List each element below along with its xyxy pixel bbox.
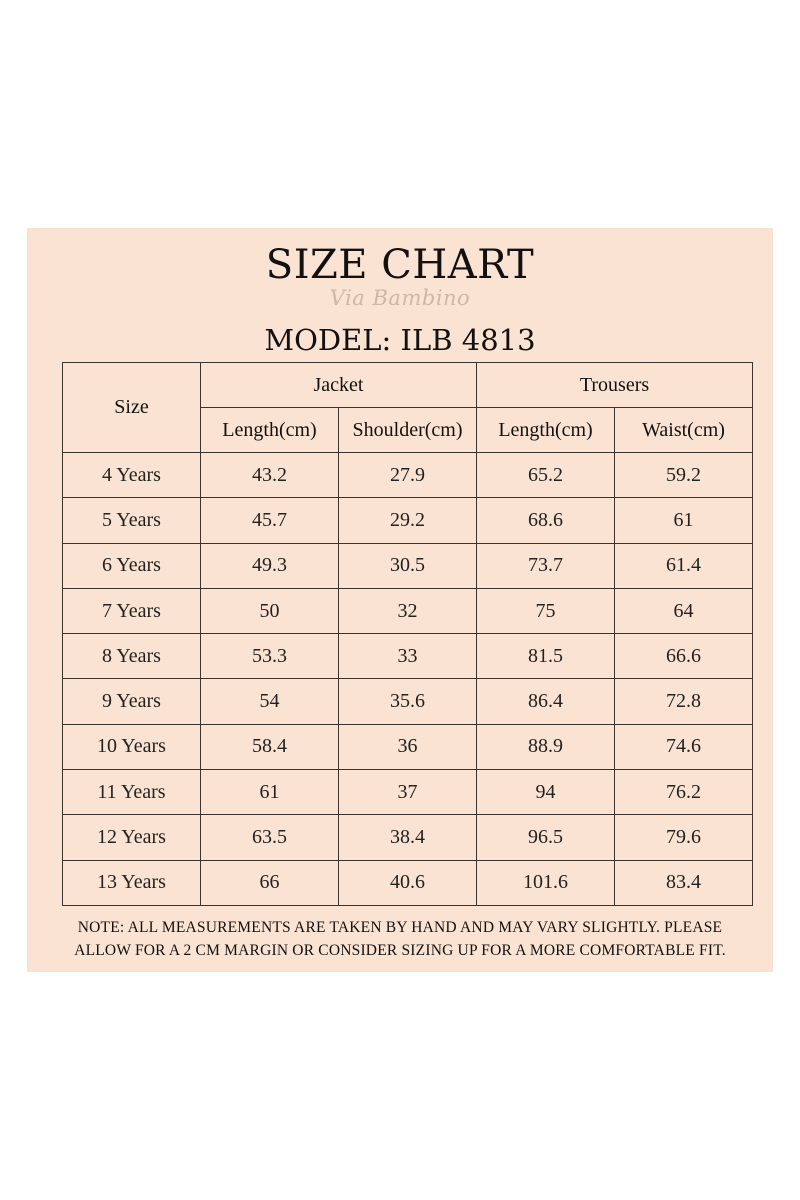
trousers-length-cell: 94 bbox=[477, 770, 615, 815]
page-title: SIZE CHART bbox=[265, 242, 535, 288]
jacket-shoulder-cell: 35.6 bbox=[339, 679, 477, 724]
table-row bbox=[63, 634, 753, 679]
trousers-length-cell: 81.5 bbox=[477, 634, 615, 679]
table-row bbox=[63, 770, 753, 815]
trousers-length-cell: 73.7 bbox=[477, 543, 615, 588]
table-row bbox=[63, 815, 753, 860]
table-row bbox=[63, 453, 753, 498]
table-row bbox=[63, 724, 753, 769]
group-header-row bbox=[63, 363, 753, 408]
jacket-group-header: Jacket bbox=[201, 363, 477, 408]
note-line-2: ALLOW FOR A 2 CM MARGIN OR CONSIDER SIZING UP FOR A MORE COMFORTABLE FIT. bbox=[74, 942, 726, 959]
trousers-group-header: Trousers bbox=[477, 363, 753, 408]
trousers-waist-header: Waist(cm) bbox=[615, 408, 753, 453]
size-cell: 13 Years bbox=[63, 860, 201, 905]
jacket-shoulder-cell: 29.2 bbox=[339, 498, 477, 543]
size-cell: 11 Years bbox=[63, 770, 201, 815]
trousers-length-cell: 101.6 bbox=[477, 860, 615, 905]
jacket-length-cell: 53.3 bbox=[201, 634, 339, 679]
jacket-length-cell: 49.3 bbox=[201, 543, 339, 588]
jacket-length-cell: 58.4 bbox=[201, 724, 339, 769]
trousers-waist-cell: 59.2 bbox=[615, 453, 753, 498]
size-cell: 12 Years bbox=[63, 815, 201, 860]
jacket-length-cell: 66 bbox=[201, 860, 339, 905]
size-cell: 5 Years bbox=[63, 498, 201, 543]
trousers-length-cell: 88.9 bbox=[477, 724, 615, 769]
table-row bbox=[63, 588, 753, 633]
jacket-shoulder-cell: 38.4 bbox=[339, 815, 477, 860]
jacket-length-header: Length(cm) bbox=[201, 408, 339, 453]
trousers-length-header: Length(cm) bbox=[477, 408, 615, 453]
jacket-length-cell: 43.2 bbox=[201, 453, 339, 498]
table-row bbox=[63, 860, 753, 905]
jacket-shoulder-header: Shoulder(cm) bbox=[339, 408, 477, 453]
jacket-shoulder-cell: 32 bbox=[339, 588, 477, 633]
jacket-length-cell: 54 bbox=[201, 679, 339, 724]
jacket-shoulder-cell: 40.6 bbox=[339, 860, 477, 905]
trousers-length-cell: 65.2 bbox=[477, 453, 615, 498]
size-cell: 9 Years bbox=[63, 679, 201, 724]
table-row bbox=[63, 679, 753, 724]
trousers-waist-cell: 83.4 bbox=[615, 860, 753, 905]
trousers-waist-cell: 74.6 bbox=[615, 724, 753, 769]
trousers-length-cell: 75 bbox=[477, 588, 615, 633]
trousers-waist-cell: 64 bbox=[615, 588, 753, 633]
jacket-length-cell: 63.5 bbox=[201, 815, 339, 860]
jacket-shoulder-cell: 33 bbox=[339, 634, 477, 679]
size-cell: 6 Years bbox=[63, 543, 201, 588]
size-cell: 4 Years bbox=[63, 453, 201, 498]
jacket-shoulder-cell: 27.9 bbox=[339, 453, 477, 498]
size-table bbox=[62, 362, 753, 906]
trousers-waist-cell: 76.2 bbox=[615, 770, 753, 815]
size-column-header: Size bbox=[63, 363, 201, 453]
jacket-shoulder-cell: 30.5 bbox=[339, 543, 477, 588]
size-chart-card bbox=[27, 228, 773, 972]
jacket-length-cell: 50 bbox=[201, 588, 339, 633]
size-cell: 7 Years bbox=[63, 588, 201, 633]
jacket-shoulder-cell: 36 bbox=[339, 724, 477, 769]
model-number: MODEL: ILB 4813 bbox=[264, 323, 536, 357]
trousers-length-cell: 96.5 bbox=[477, 815, 615, 860]
trousers-length-cell: 68.6 bbox=[477, 498, 615, 543]
brand-logo: Via Bambino bbox=[329, 286, 471, 310]
trousers-waist-cell: 79.6 bbox=[615, 815, 753, 860]
size-cell: 10 Years bbox=[63, 724, 201, 769]
size-cell: 8 Years bbox=[63, 634, 201, 679]
jacket-length-cell: 61 bbox=[201, 770, 339, 815]
trousers-length-cell: 86.4 bbox=[477, 679, 615, 724]
table-row bbox=[63, 498, 753, 543]
jacket-shoulder-cell: 37 bbox=[339, 770, 477, 815]
table-row bbox=[63, 543, 753, 588]
jacket-length-cell: 45.7 bbox=[201, 498, 339, 543]
trousers-waist-cell: 66.6 bbox=[615, 634, 753, 679]
trousers-waist-cell: 61.4 bbox=[615, 543, 753, 588]
trousers-waist-cell: 72.8 bbox=[615, 679, 753, 724]
trousers-waist-cell: 61 bbox=[615, 498, 753, 543]
note-line-1: NOTE: ALL MEASUREMENTS ARE TAKEN BY HAND AND MAY VARY SLIGHTLY. PLEASE bbox=[77, 919, 723, 936]
measurement-note bbox=[37, 916, 763, 962]
